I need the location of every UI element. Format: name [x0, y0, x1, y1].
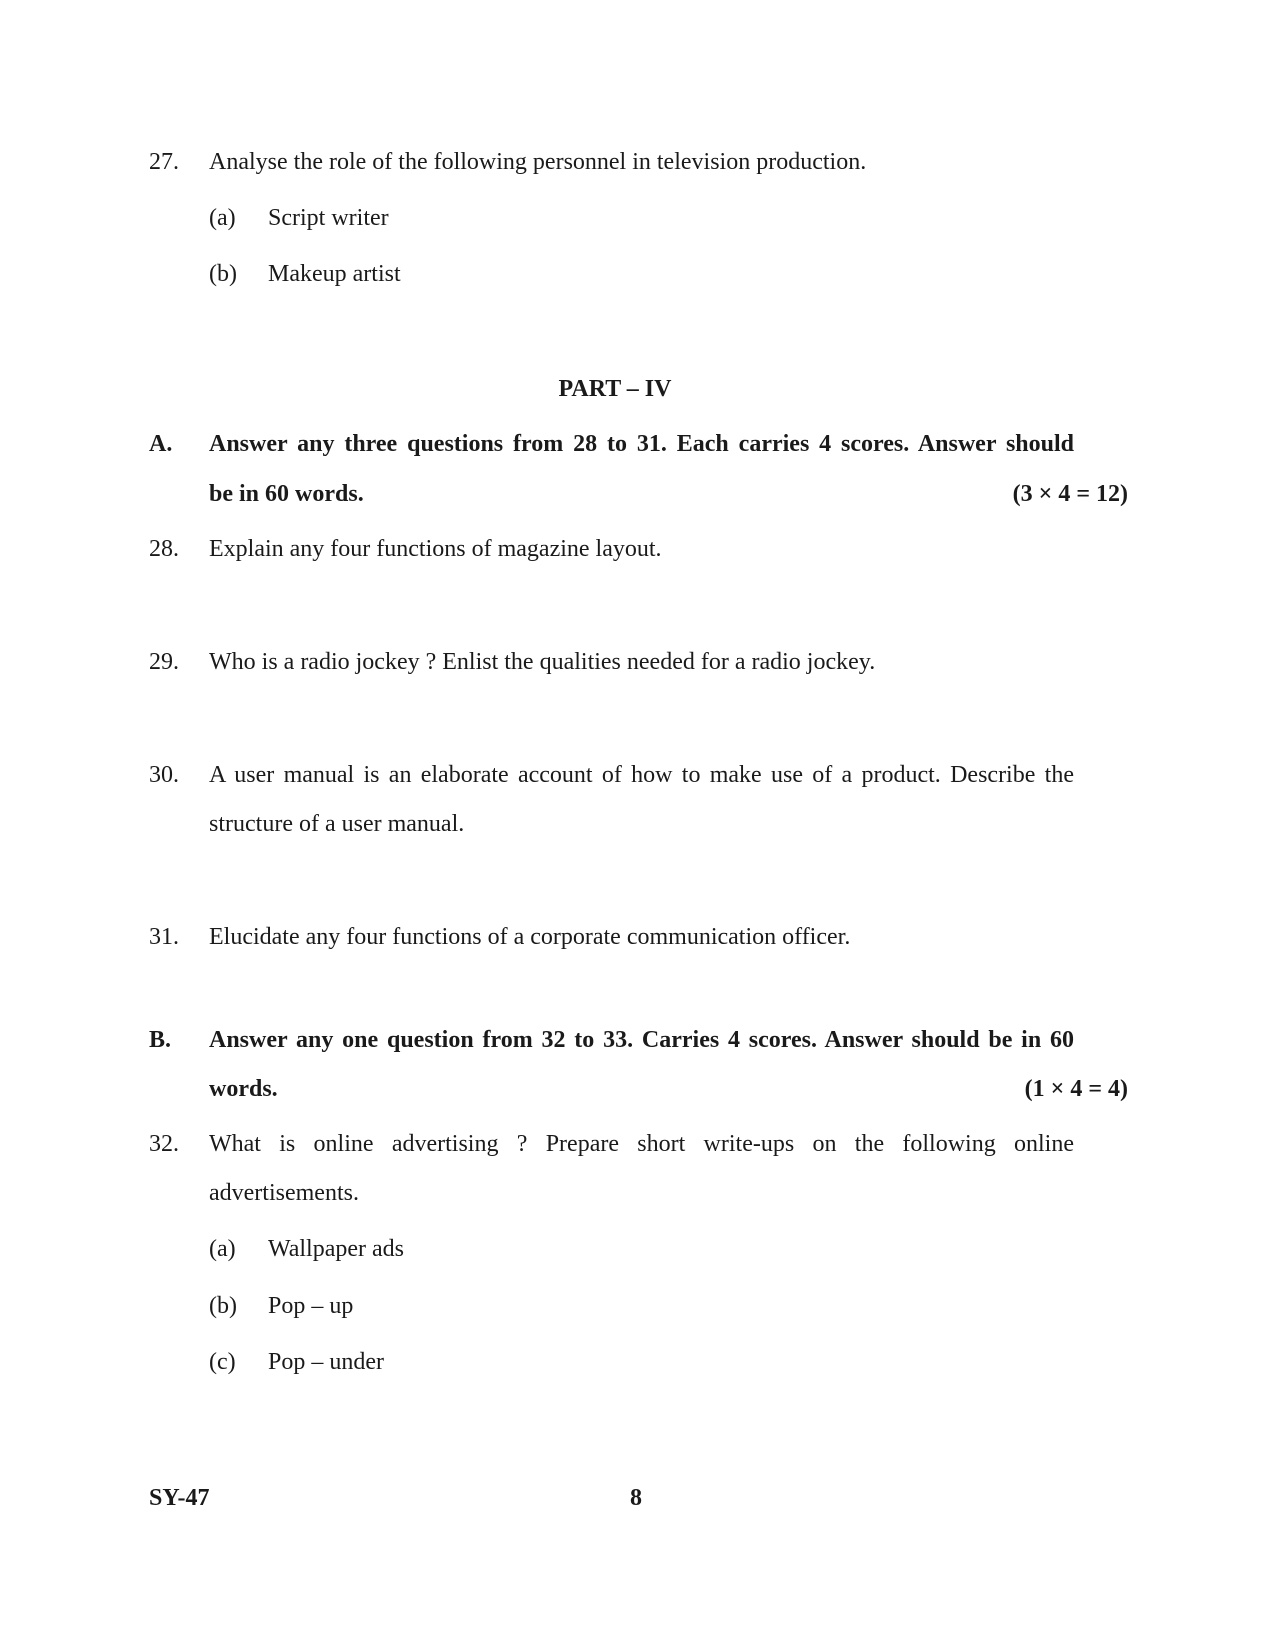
- question-number: 28.: [149, 536, 179, 562]
- section-marks: (3 × 4 = 12): [1012, 481, 1128, 507]
- question-number: 32.: [149, 1131, 179, 1157]
- option-label: (a): [209, 205, 236, 231]
- question-text-continued: advertisements.: [209, 1180, 359, 1206]
- section-label: B.: [149, 1027, 172, 1053]
- question-text: Analyse the role of the following personnel in television production.: [209, 149, 867, 175]
- option-text: Pop – up: [268, 1293, 354, 1319]
- option-text: Pop – under: [268, 1349, 384, 1375]
- option-text: Script writer: [268, 205, 389, 231]
- option-text: Wallpaper ads: [268, 1236, 405, 1262]
- section-label: A.: [149, 431, 173, 457]
- section-instruction: Answer any three questions from 28 to 31. Each carries 4 scores. Answer should: [209, 431, 1074, 457]
- option-label: (b): [209, 261, 237, 287]
- section-marks: (1 × 4 = 4): [1024, 1076, 1128, 1102]
- option-text: Makeup artist: [268, 261, 401, 287]
- section-instruction: Answer any one question from 32 to 33. Carries 4 scores. Answer should be in 60: [209, 1027, 1074, 1053]
- part-heading: PART – IV: [558, 376, 672, 402]
- question-text: A user manual is an elaborate account of how to make use of a product. Describe the: [209, 762, 1074, 788]
- question-text-continued: structure of a user manual.: [209, 811, 465, 837]
- question-number: 31.: [149, 924, 179, 950]
- option-label: (b): [209, 1293, 237, 1319]
- question-text: Who is a radio jockey ? Enlist the qualities needed for a radio jockey.: [209, 649, 876, 675]
- question-number: 29.: [149, 649, 179, 675]
- option-label: (c): [209, 1349, 236, 1375]
- paper-code: SY-47: [149, 1485, 210, 1511]
- question-number: 27.: [149, 149, 179, 175]
- question-text: Explain any four functions of magazine layout.: [209, 536, 662, 562]
- question-number: 30.: [149, 762, 179, 788]
- section-instruction-continued: words.: [209, 1076, 278, 1102]
- option-label: (a): [209, 1236, 236, 1262]
- page-number: 8: [630, 1485, 642, 1511]
- section-instruction-continued: be in 60 words.: [209, 481, 364, 507]
- question-text: What is online advertising ? Prepare short write-ups on the following online: [209, 1131, 1074, 1157]
- question-text: Elucidate any four functions of a corporate communication officer.: [209, 924, 851, 950]
